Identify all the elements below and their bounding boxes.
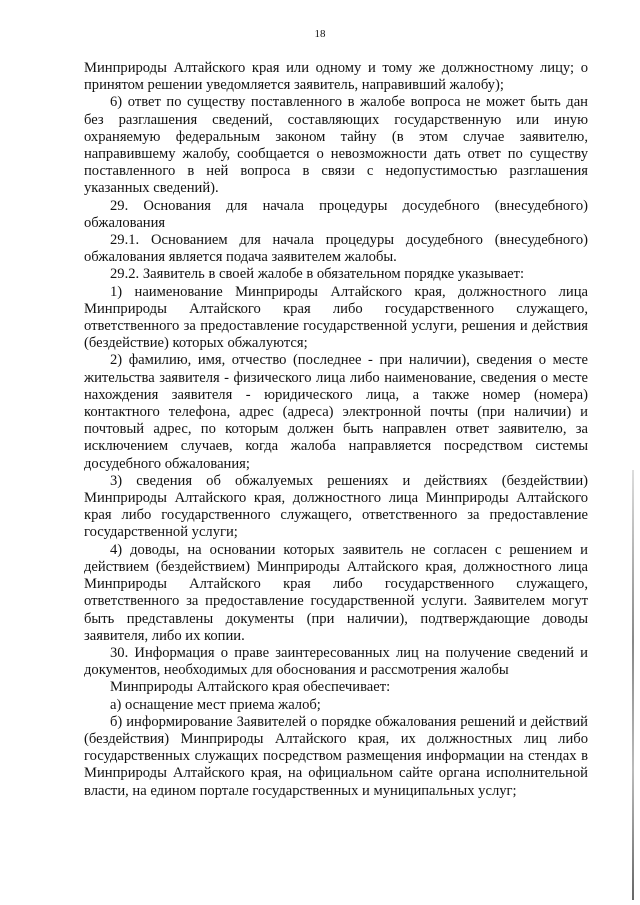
paragraph-continuation: Минприроды Алтайского края или одному и тому же должностному лицу; о принятом решении уведомляется заявитель, направивший жалобу); <box>84 60 588 94</box>
paragraph-item-2: 2) фамилию, имя, отчество (последнее - при наличии), сведения о месте жительства заявителя - физического лица либо наименование, сведения о месте нахождения заявителя - юридического лица, а также номер (номера) контактного телефона, адрес (адреса) электронной почты (при наличии) и почтовый адрес, по которым должен быть направлен ответ заявителю, за исключением случаев, когда жалоба направляется посредством системы досудебного обжалования; <box>84 352 588 472</box>
scan-edge-shadow <box>632 470 634 900</box>
paragraph-item-3: 3) сведения об обжалуемых решениях и действиях (бездействии) Минприроды Алтайского края, должностного лица Минприроды Алтайского края либо государственного служащего, ответственного за предоставление государственной услуги; <box>84 472 588 541</box>
paragraph-item-a: а) оснащение мест приема жалоб; <box>110 696 321 713</box>
paragraph-item-4: 4) доводы, на основании которых заявитель не согласен с решением и действием (бездействием) Минприроды Алтайского края, должностного лица Минприроды Алтайского края либо государственного служащего, ответственного за предоставление государственной услуги. Заявителем могут быть представлены документы (при наличии), подтверждающие доводы заявителя, либо их копии. <box>84 541 588 644</box>
paragraph-item-1: 1) наименование Минприроды Алтайского края, должностного лица Минприроды Алтайского края либо государственного служащего, ответственного за предоставление государственной услуги, решения и действия (бездействие) которых обжалуются; <box>84 283 588 352</box>
paragraph-29-2: 29.2. Заявитель в своей жалобе в обязательном порядке указывает: <box>110 266 524 283</box>
paragraph-item-b: б) информирование Заявителей о порядке обжалования решений и действий (бездействия) Минприроды Алтайского края, их должностных лиц либо государственных служащих посредством размещения информации на стендах в Минприроды Алтайского края, на официальном сайте органа исполнительной власти, на едином портале государственных и муниципальных услуг; <box>84 713 588 799</box>
paragraph-29-1: 29.1. Основанием для начала процедуры досудебного (внесудебного) обжалования является подача заявителем жалобы. <box>84 232 588 266</box>
page-number: 18 <box>314 28 326 40</box>
section-heading-29: 29. Основания для начала процедуры досудебного (внесудебного) обжалования <box>84 197 588 231</box>
section-heading-30: 30. Информация о праве заинтересованных лиц на получение сведений и документов, необходимых для обоснования и рассмотрения жалобы <box>84 644 588 679</box>
paragraph-provides: Минприроды Алтайского края обеспечивает: <box>110 679 391 696</box>
paragraph-item-6: 6) ответ по существу поставленного в жалобе вопроса не может быть дан без разглашения сведений, составляющих государственную или иную охраняемую федеральным законом тайну (в этом случае заявителю, направившему жалобу, сообщается о невозможности дать ответ по существу поставленного в ней вопроса в связи с недопустимостью разглашения указанных сведений). <box>84 94 588 197</box>
document-body <box>84 60 588 800</box>
